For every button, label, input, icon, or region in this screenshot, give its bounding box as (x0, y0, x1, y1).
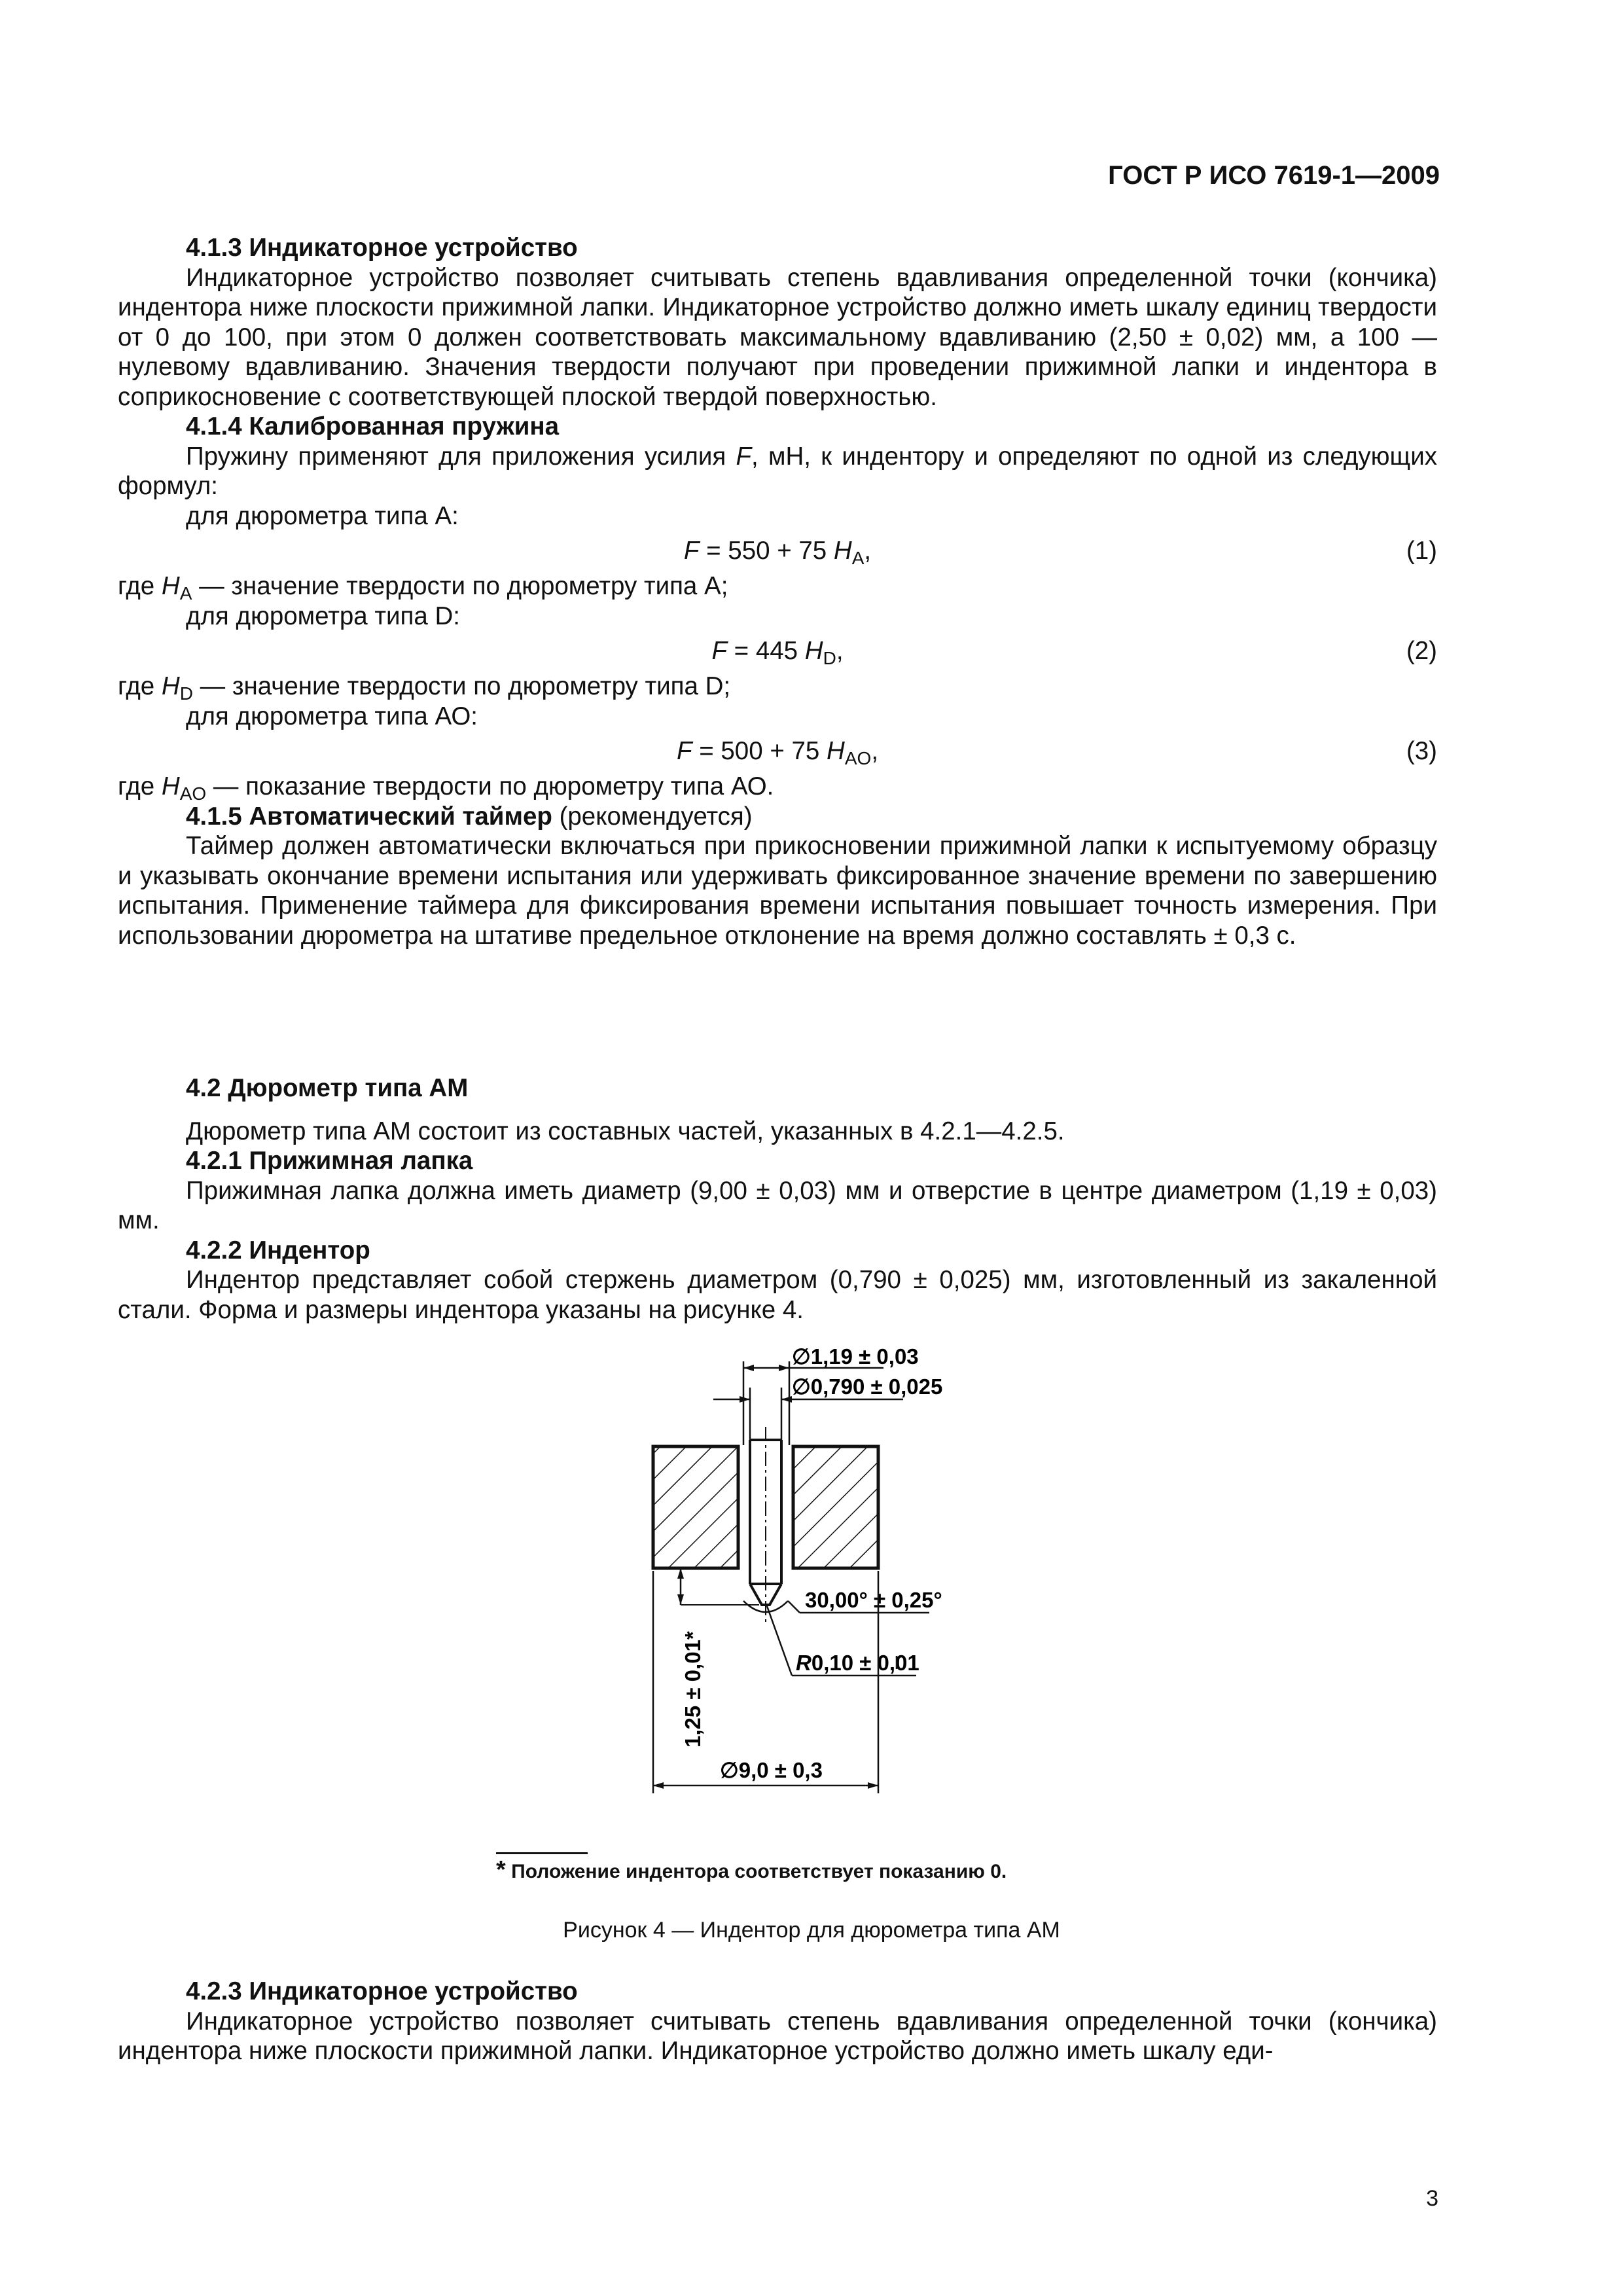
section-title-4-2: 4.2 Дюрометр типа АМ (186, 1074, 469, 1102)
formula-intro-d: для дюрометра типа D: (186, 601, 460, 630)
rod-diameter-label: ∅0,790 ± 0,025 (792, 1374, 943, 1399)
section-title-4-2-3: 4.2.3 Индикаторное устройство (186, 1977, 578, 2005)
text-block-top (118, 233, 1437, 950)
formula-2-number: (2) (1406, 637, 1437, 665)
presser-foot-right-section (793, 1446, 878, 1568)
formula-1: F = 550 + 75 $H_A$, (1) (118, 531, 1437, 571)
formula-3: F = 500 + 75 $H_{AO}$, (3) (118, 731, 1437, 772)
figure-caption: Рисунок 4 — Индентор для дюрометра типа АМ (563, 1918, 1060, 1943)
indenter-drawing (628, 1348, 1034, 1872)
section-body-4-2-3: Индикаторное устройство позволяет считывать степень вдавливания определенной точки (кончика) индентора ниже плоскости прижимной лапки. Индикаторное устройство должно иметь шкалу еди- (118, 2007, 1437, 2065)
section-title-4-2-1: 4.2.1 Прижимная лапка (186, 1147, 473, 1175)
presser-foot-left-section (653, 1446, 738, 1568)
formula-intro-ao: для дюрометра типа АО: (186, 702, 478, 730)
where-ao: где $H_{AO}$ — показание твердости по дюрометру типа АО. (118, 772, 774, 804)
formula-1-number: (1) (1406, 537, 1437, 565)
section-body-4-1-4: Пружину применяют для приложения усилия F, мН, к индентору и определяют по одной из следующих формул: (118, 442, 1437, 500)
footnote-rule (496, 1852, 588, 1854)
rod-diameter-dimension (713, 1374, 942, 1440)
indenter-rod (750, 1427, 781, 1623)
text-block-middle (118, 1073, 1437, 1325)
where-d: где $H_D$ — значение твердости по дюрометру типа D; (118, 672, 731, 704)
section-body-4-2-2: Индентор представляет собой стержень диаметром (0,790 ± 0,025) мм, изготовленный из закаленной стали. Форма и размеры индентора указаны на рисунке 4. (118, 1266, 1437, 1324)
protrusion-height-label: 1,25 ± 0,01* (681, 1631, 705, 1748)
section-body-4-1-3: Индикаторное устройство позволяет считывать степень вдавливания определенной точки (кончика) индентора ниже плоскости прижимной лапки. Индикаторное устройство должно иметь шкалу единиц твердости от 0 до 100, при этом 0 должен соответствовать максимальному вдавливанию (2,50 ± 0,02) мм, а 100 — нулевому вдавливанию. Значения твердости получают при проведении прижимной лапки и индентора в соприкосновение с соответствующей плоской твердой поверхностью. (118, 263, 1437, 411)
formula-2: F = 445 $H_D$, (2) (118, 631, 1437, 672)
tip-radius-dimension (767, 1606, 919, 1676)
section-title-4-2-2: 4.2.2 Индентор (186, 1236, 370, 1265)
section-title-4-1-3: 4.1.3 Индикаторное устройство (186, 234, 578, 262)
page-number: 3 (1426, 2186, 1438, 2211)
section-title-4-1-4: 4.1.4 Калиброванная пружина (186, 412, 560, 440)
protrusion-height-dimension (677, 1568, 759, 1748)
hole-diameter-label: ∅1,19 ± 0,03 (792, 1348, 919, 1369)
formula-3-number: (3) (1406, 737, 1437, 765)
section-body-4-2-1: Прижимная лапка должна иметь диаметр (9,00 ± 0,03) мм и отверстие в центре диаметром (1,19 ± 0,03) мм. (118, 1176, 1437, 1234)
tip-radius-label: R0,10 ± 0,01 (796, 1651, 919, 1675)
tip-angle-label: 30,00° ± 0,25° (805, 1588, 942, 1612)
formula-intro-a: для дюрометра типа А: (186, 501, 459, 530)
section-title-4-1-5: 4.1.5 Автоматический таймер (рекомендуется) (186, 802, 753, 831)
section-body-4-1-5: Таймер должен автоматически включаться при прикосновении прижимной лапки к испытуемому образцу и указывать окончание времени испытания или удерживать фиксированное значение времени по завершению испытания. Применение таймера для фиксирования времени испытания повышает точность измерения. При использовании дюрометра на штативе предельное отклонение на время должно составлять ± 0,3 с. (118, 832, 1437, 950)
where-a: где $H_A$ — значение твердости по дюрометру типа А; (118, 572, 728, 603)
standard-code-header: ГОСТ Р ИСО 7619-1—2009 (1108, 161, 1440, 190)
outer-diameter-label: ∅9,0 ± 0,3 (720, 1758, 823, 1782)
section-body-4-2: Дюрометр типа АМ состоит из составных частей, указанных в 4.2.1—4.2.5. (186, 1117, 1065, 1145)
text-block-bottom (118, 1977, 1437, 2066)
figure-footnote: * Положение индентора соответствует показанию 0. (496, 1856, 1007, 1884)
